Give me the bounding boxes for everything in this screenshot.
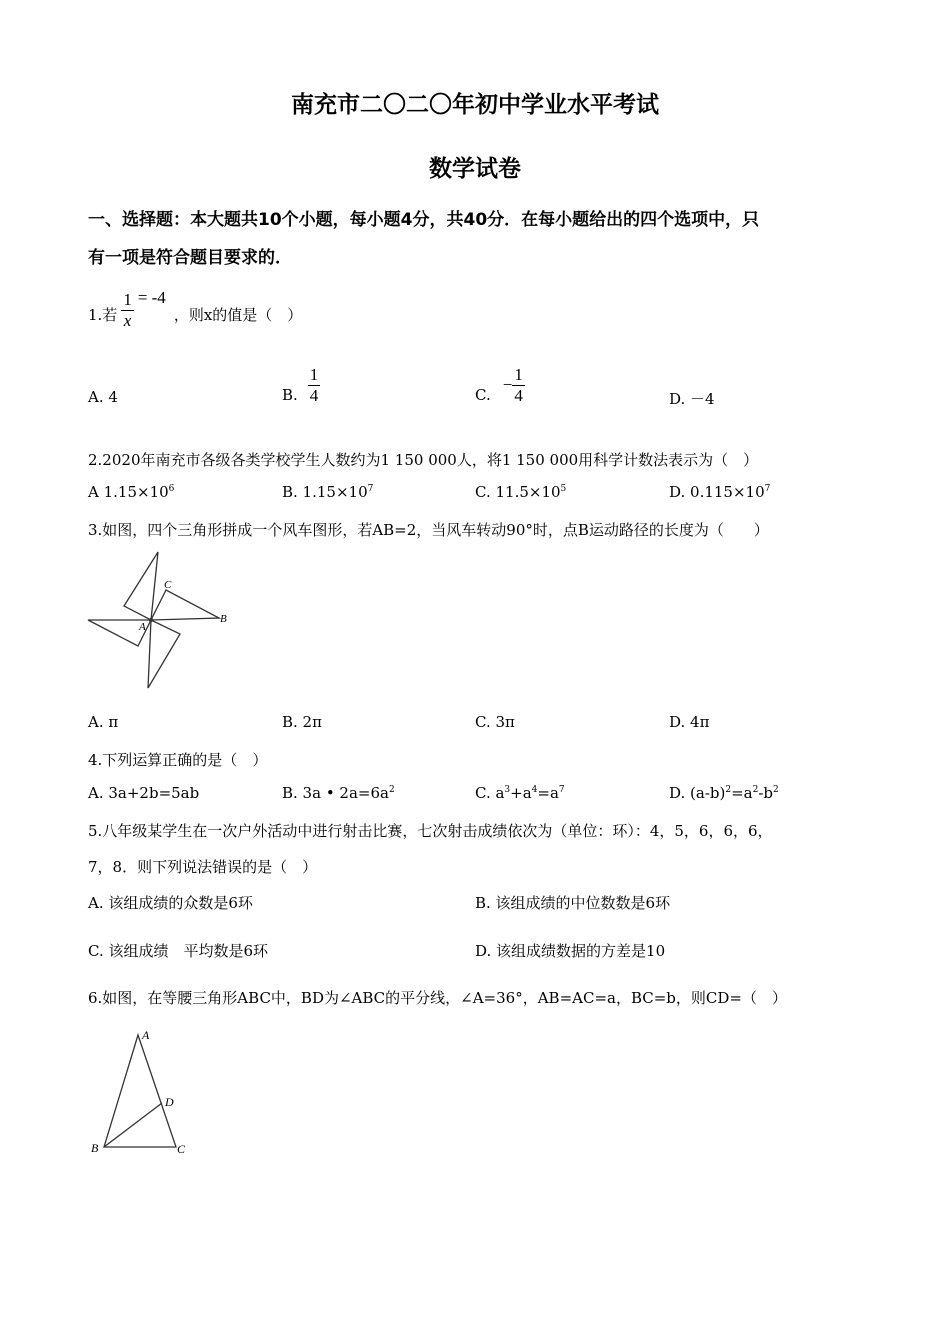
q1-option-b-label: B. xyxy=(282,386,298,404)
q3-option-b: B. 2π xyxy=(282,713,322,731)
q1-option-b-num: 1 xyxy=(309,364,319,384)
q1-prefix: 1.若 xyxy=(88,305,118,324)
q1-option-c-sign: − xyxy=(502,375,513,394)
q2-option-c: C. $11.5\times 10^5$ xyxy=(475,483,567,501)
q1-option-d: D. －4 xyxy=(669,390,715,408)
windmill-blade-down xyxy=(148,620,180,688)
q5-option-c: C. 该组成绩 平均数是6环 xyxy=(88,942,269,960)
label-b: B xyxy=(91,1141,99,1155)
q2-option-a: A $1.15\times 10^6$ xyxy=(88,483,175,501)
windmill-figure xyxy=(84,550,234,695)
q1-option-b xyxy=(282,360,320,410)
q4-option-c: C. $a^3+a^4=a^7$ xyxy=(475,784,565,802)
question-5-line2: 7，8．则下列说法错误的是（ ） xyxy=(88,858,318,876)
q1-option-b-den: 4 xyxy=(309,385,319,405)
question-1 xyxy=(88,278,302,342)
q1-option-c-num: 1 xyxy=(514,364,523,384)
q3-option-c: C. 3π xyxy=(475,713,515,731)
q2-option-b: B. $1.15\times 10^7$ xyxy=(282,483,374,501)
q1-option-b-fraction xyxy=(308,365,321,405)
label-a: A xyxy=(142,1028,150,1042)
label-c: C xyxy=(164,579,172,591)
exam-title: 南充市二〇二〇年初中学业水平考试 xyxy=(291,92,659,118)
q1-frac-num: 1 xyxy=(123,289,132,309)
triangle-abc xyxy=(104,1035,176,1147)
label-c: C xyxy=(177,1142,186,1156)
q1-option-a: A. 4 xyxy=(88,388,118,406)
q2-option-d: D. $0.115\times 10^7$ xyxy=(669,483,771,501)
windmill-blade-right xyxy=(151,590,219,620)
bisector-bd xyxy=(104,1103,162,1147)
question-6: 6.如图，在等腰三角形ABC中，BD为∠ABC的平分线，∠A=36°，AB=AC=a，BC=b，则CD=（ ） xyxy=(88,989,787,1007)
q5-option-b: B. 该组成绩的中位数数是6环 xyxy=(475,894,671,912)
q1-option-c-label: C. xyxy=(475,386,491,404)
q1-fraction xyxy=(121,290,134,330)
question-4: 4.下列运算正确的是（ ） xyxy=(88,751,268,769)
q5-option-d: D. 该组成绩数据的方差是10 xyxy=(475,942,666,960)
q4-option-a: A. 3a+2b=5ab xyxy=(88,784,200,802)
q3-option-d: D. 4π xyxy=(669,713,710,731)
windmill-blade-up xyxy=(124,552,158,620)
q1-frac-den: x xyxy=(121,310,134,331)
q1-option-c-den: 4 xyxy=(514,385,523,405)
q1-rhs: = -4 xyxy=(137,288,166,307)
q1-option-c-fraction xyxy=(512,365,525,405)
q1-option-c xyxy=(475,360,525,410)
windmill-center-point xyxy=(149,618,153,622)
label-b: B xyxy=(220,613,227,625)
section-heading-line1: 一、选择题：本大题共10个小题，每小题4分，共40分．在每小题给出的四个选项中，只 xyxy=(88,210,760,230)
q3-option-a: A. π xyxy=(88,713,119,731)
section-heading-line2: 有一项是符合题目要求的． xyxy=(88,248,292,268)
question-3: 3.如图，四个三角形拼成一个风车图形，若AB=2，当风车转动90°时，点B运动路径的长度为（ ） xyxy=(88,521,769,539)
q4-option-d: D. $(a-b)^2=a^2-b^2$ xyxy=(669,784,779,802)
question-5-line1: 5.八年级某学生在一次户外活动中进行射击比赛，七次射击成绩依次为（单位：环）：4，5，6，6，6， xyxy=(88,822,773,840)
label-d: D xyxy=(165,1095,174,1109)
question-2: 2.2020年南充市各级各类学校学生人数约为1 150 000人，将1 150 000用科学计数法表示为（ ） xyxy=(88,451,759,469)
exam-subtitle: 数学试卷 xyxy=(429,156,521,182)
q1-suffix: ，则x的值是（ ） xyxy=(173,305,303,324)
isosceles-triangle-figure xyxy=(88,1025,198,1160)
q4-option-b: B. 3a • $2a=6a^2$ xyxy=(282,784,395,802)
q5-option-a: A. 该组成绩的众数是6环 xyxy=(88,894,253,912)
label-a: A xyxy=(139,621,146,633)
